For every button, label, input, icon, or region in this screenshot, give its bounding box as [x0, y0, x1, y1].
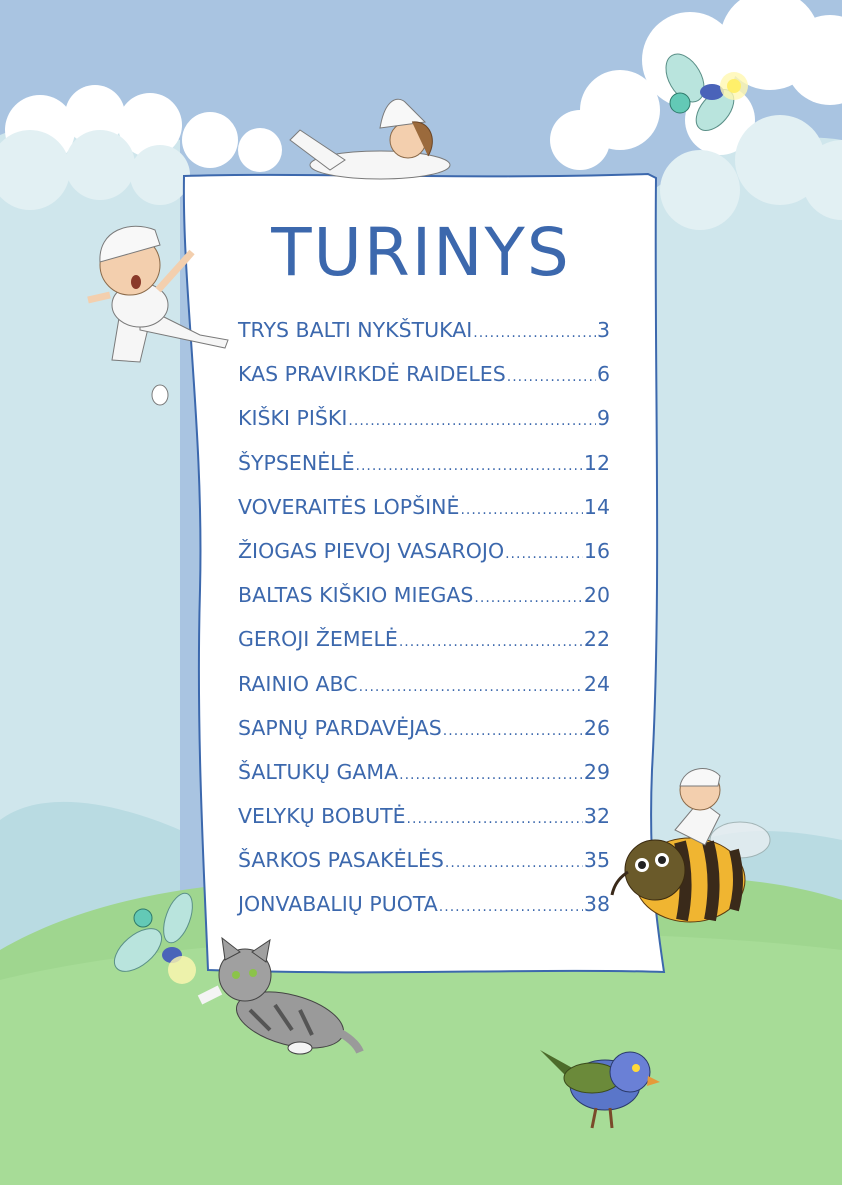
toc-entry-page: 26: [583, 715, 610, 740]
toc-entry-page: 3: [596, 318, 610, 342]
firefly-icon: [658, 47, 748, 137]
toc-entry-title: SAPNŲ PARDAVĖJAS: [238, 715, 442, 740]
toc-entry-title: VELYKŲ BOBUTĖ: [238, 804, 406, 829]
toc-entry-title: KAS PRAVIRKDĖ RAIDELES: [238, 362, 506, 387]
bird-icon: [540, 1050, 660, 1128]
toc-entry-title: ŽIOGAS PIEVOJ VASAROJO: [238, 538, 505, 563]
toc-entry-page: 32: [583, 804, 610, 829]
page-title: TURINYS: [271, 214, 571, 291]
toc-entry-page: 6: [596, 362, 610, 387]
toc-entry-page: 14: [583, 494, 610, 519]
toc-entry-page: 9: [596, 406, 610, 431]
toc-entry-page: 12: [583, 450, 610, 475]
toc-entry-page: 38: [583, 892, 610, 917]
toc-entry-page: 20: [583, 583, 610, 608]
toc-entry-page: 24: [583, 671, 610, 696]
toc-entry-title: VOVERAITĖS LOPŠINĖ: [238, 494, 460, 519]
gnome-lying-icon: [290, 99, 450, 179]
toc-entry-page: 22: [583, 627, 610, 652]
gnome-on-bee-icon: [612, 769, 770, 922]
toc-entry-title: JONVABALIŲ PUOTA: [238, 892, 438, 917]
toc-entry-title: ŠYPSENĖLĖ: [238, 450, 355, 475]
toc-entry-page: 35: [583, 848, 610, 873]
toc-entry-page: 16: [583, 538, 610, 563]
toc-entry-title: KIŠKI PIŠKI: [238, 406, 348, 431]
toc-entry-title: RAINIO ABC: [238, 671, 358, 696]
gnome-waving-icon: [88, 226, 228, 405]
toc-entry-title: ŠALTUKŲ GAMA: [238, 759, 399, 784]
toc-entry-title: GEROJI ŽEMELĖ: [238, 627, 398, 652]
cat-icon: [200, 938, 360, 1058]
toc-entry-page: 29: [583, 759, 610, 784]
toc-entry-title: ŠARKOS PASAKĖLĖS: [238, 848, 444, 873]
firefly-icon: [107, 889, 198, 984]
toc-entry-title: TRYS BALTI NYKŠTUKAI: [238, 318, 473, 342]
toc-entry-title: BALTAS KIŠKIO MIEGAS: [238, 583, 474, 608]
